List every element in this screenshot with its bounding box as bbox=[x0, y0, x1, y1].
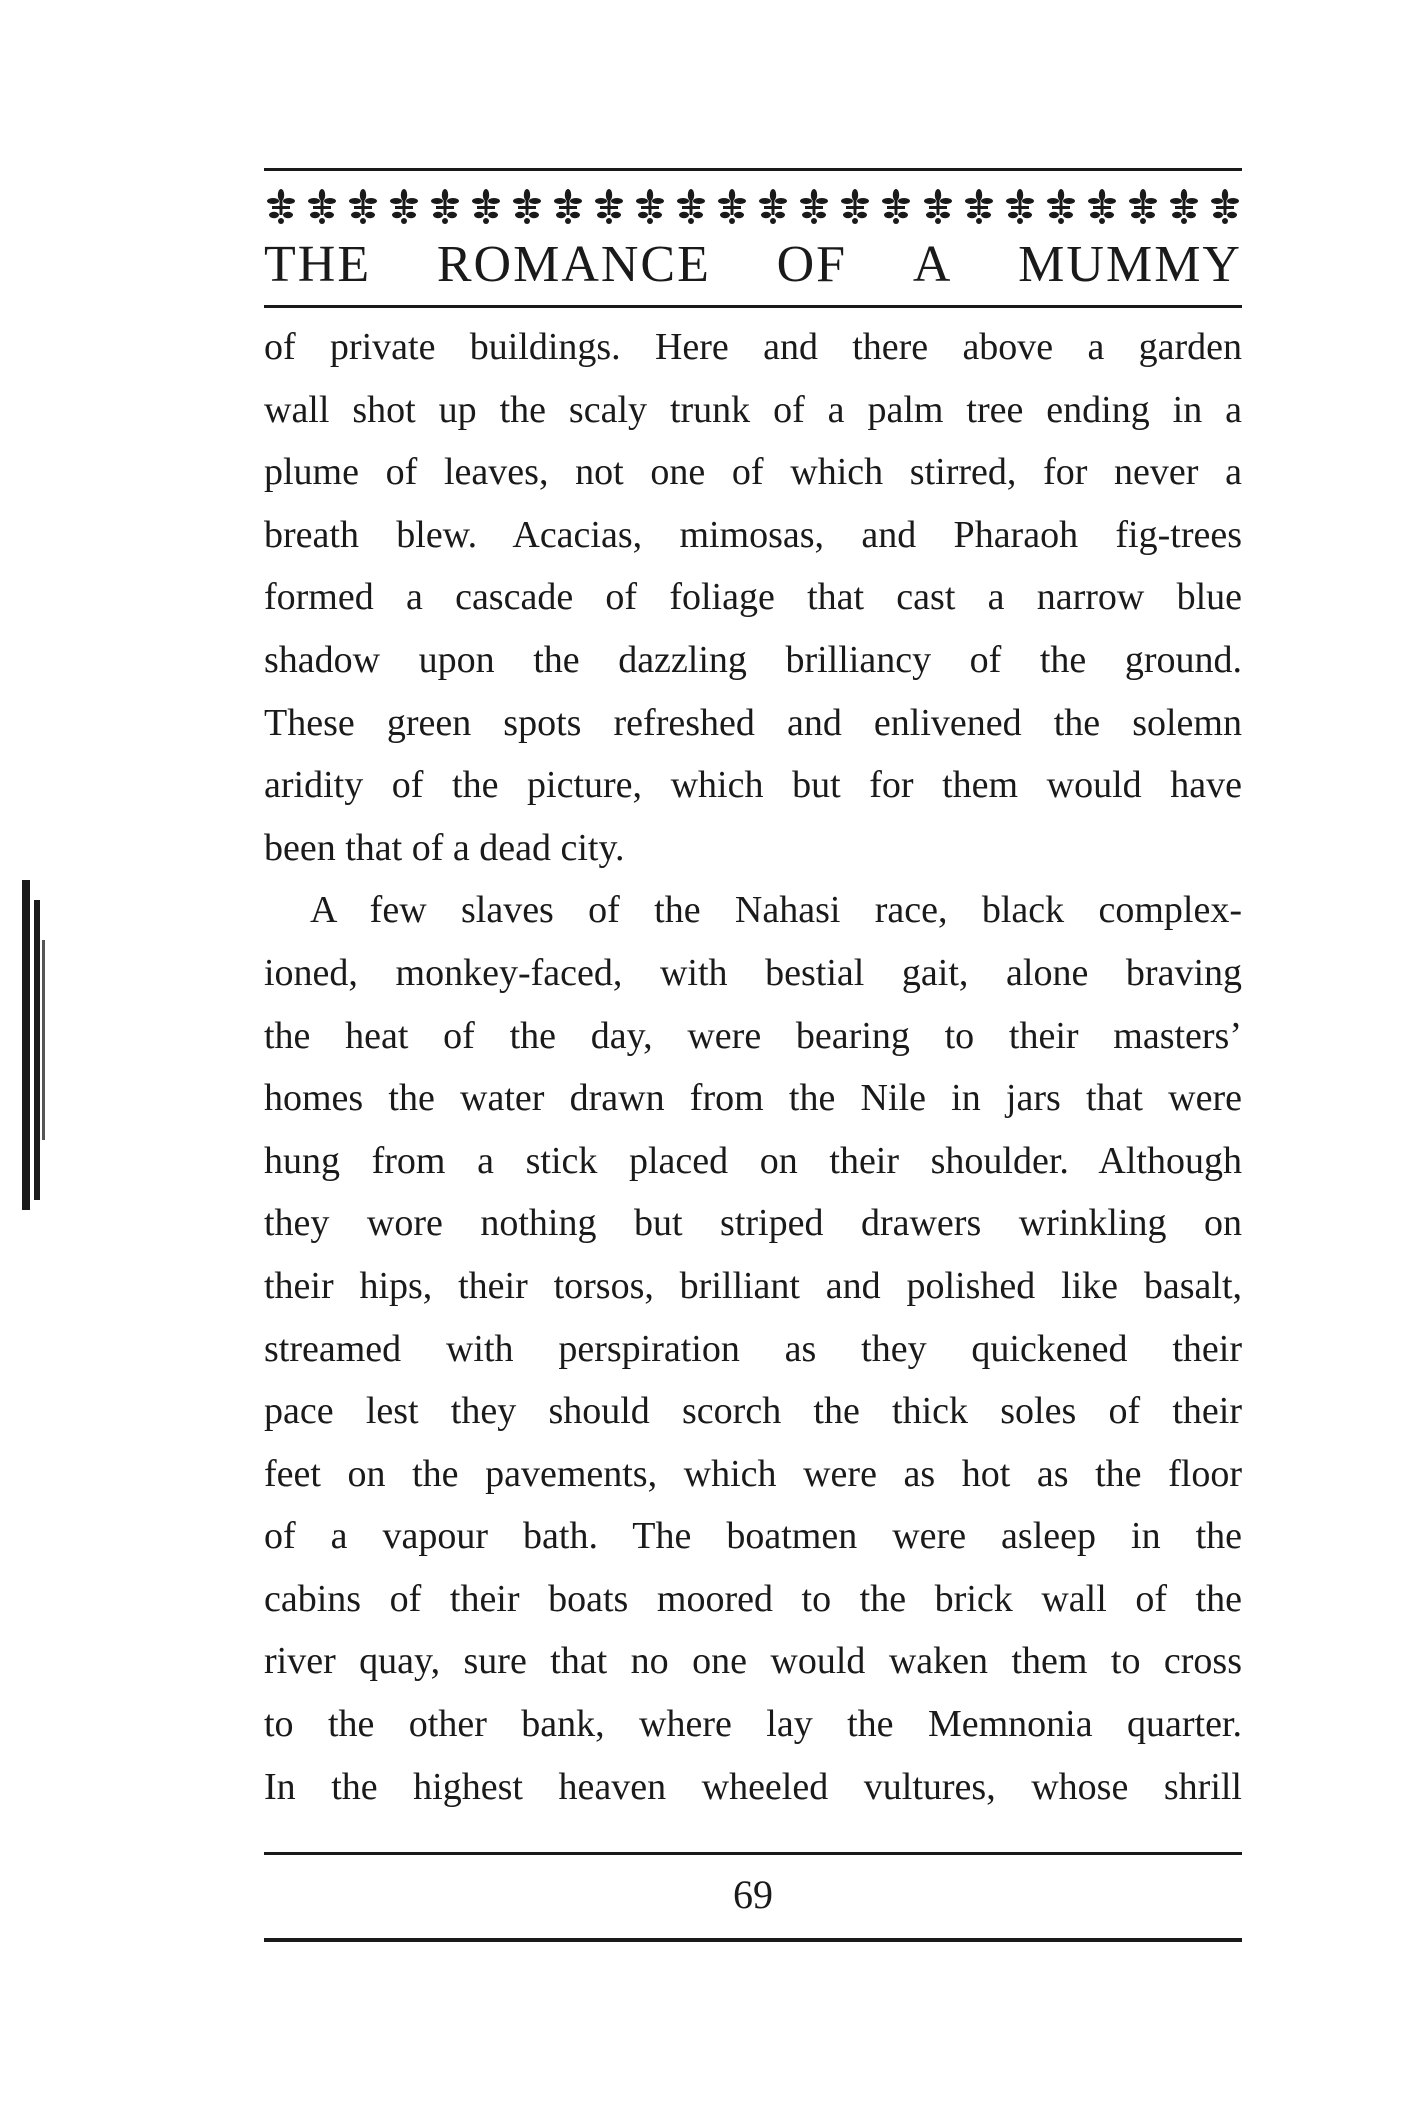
text-line: been that of a dead city. bbox=[264, 826, 625, 869]
fleuron-icon bbox=[797, 187, 831, 227]
fleuron-icon bbox=[346, 187, 380, 227]
text-line: wall shot up the scaly trunk of a palm tree ending in a bbox=[264, 388, 1242, 431]
running-title-word: MUMMY bbox=[1018, 236, 1242, 293]
text-line: In the highest heaven wheeled vultures, whose shrill bbox=[264, 1765, 1242, 1808]
text-line: of a vapour bath. The boatmen were asleep in the bbox=[264, 1515, 1242, 1558]
ornament-band bbox=[264, 183, 1242, 231]
text-line: to the other bank, where lay the Memnonia quarter. bbox=[264, 1703, 1242, 1746]
running-title-word: OF bbox=[776, 236, 848, 293]
fleuron-icon bbox=[1003, 187, 1037, 227]
text-line: they wore nothing but striped drawers wrinkling on bbox=[264, 1202, 1242, 1245]
fleuron-icon bbox=[551, 187, 585, 227]
fleuron-icon bbox=[469, 187, 503, 227]
fleuron-icon bbox=[510, 187, 544, 227]
fleuron-icon bbox=[1085, 187, 1119, 227]
fleuron-icon bbox=[715, 187, 749, 227]
text-line: of private buildings. Here and there above a garden bbox=[264, 326, 1242, 368]
text-line: homes the water drawn from the Nile in jars that were bbox=[264, 1077, 1242, 1120]
text-line: ioned, monkey-faced, with bestial gait, alone braving bbox=[264, 951, 1242, 994]
text-line: their hips, their torsos, brilliant and polished like basalt, bbox=[264, 1264, 1242, 1307]
fleuron-icon bbox=[264, 187, 298, 227]
fleuron-icon bbox=[756, 187, 790, 227]
fleuron-icon bbox=[879, 187, 913, 227]
header-bottom-rule bbox=[264, 305, 1242, 308]
running-title bbox=[264, 232, 1242, 298]
fleuron-icon bbox=[838, 187, 872, 227]
text-line: pace lest they should scorch the thick soles of their bbox=[264, 1390, 1242, 1433]
fleuron-icon bbox=[592, 187, 626, 227]
text-line: plume of leaves, not one of which stirred, for never a bbox=[264, 451, 1242, 494]
text-line: feet on the pavements, which were as hot as the floor bbox=[264, 1452, 1242, 1495]
fleuron-icon bbox=[305, 187, 339, 227]
fleuron-icon bbox=[674, 187, 708, 227]
page-number: 69 bbox=[733, 1872, 773, 1917]
fleuron-icon bbox=[921, 187, 955, 227]
text-line: aridity of the picture, which but for them would have bbox=[264, 764, 1242, 807]
running-title-word: ROMANCE bbox=[436, 236, 711, 293]
text-line: hung from a stick placed on their shoulder. Although bbox=[264, 1139, 1242, 1182]
fleuron-icon bbox=[1167, 187, 1201, 227]
fleuron-icon bbox=[633, 187, 667, 227]
binding-edge-mark bbox=[18, 880, 48, 1210]
text-line: A few slaves of the Nahasi race, black complex- bbox=[310, 889, 1242, 932]
text-line: shadow upon the dazzling brilliancy of the ground. bbox=[264, 638, 1242, 681]
text-line: river quay, sure that no one would waken them to cross bbox=[264, 1640, 1242, 1683]
fleuron-icon bbox=[428, 187, 462, 227]
fleuron-icon bbox=[1044, 187, 1078, 227]
text-line: These green spots refreshed and enlivened the solemn bbox=[264, 701, 1242, 744]
footer-bottom-rule bbox=[264, 1938, 1242, 1942]
text-line: formed a cascade of foliage that cast a narrow blue bbox=[264, 576, 1242, 619]
fleuron-icon bbox=[1208, 187, 1242, 227]
fleuron-icon bbox=[962, 187, 996, 227]
fleuron-icon bbox=[1126, 187, 1160, 227]
text-line: cabins of their boats moored to the brick wall of the bbox=[264, 1577, 1242, 1620]
text-line: breath blew. Acacias, mimosas, and Pharaoh fig-trees bbox=[264, 513, 1242, 556]
text-line: the heat of the day, were bearing to their masters’ bbox=[264, 1014, 1242, 1057]
text-line: streamed with perspiration as they quickened their bbox=[264, 1327, 1242, 1370]
header-top-rule bbox=[264, 168, 1242, 171]
running-title-word: THE bbox=[264, 236, 372, 293]
running-title-word: A bbox=[912, 236, 953, 293]
fleuron-icon bbox=[387, 187, 421, 227]
footer-top-rule bbox=[264, 1852, 1242, 1855]
body-text bbox=[264, 316, 1242, 1818]
